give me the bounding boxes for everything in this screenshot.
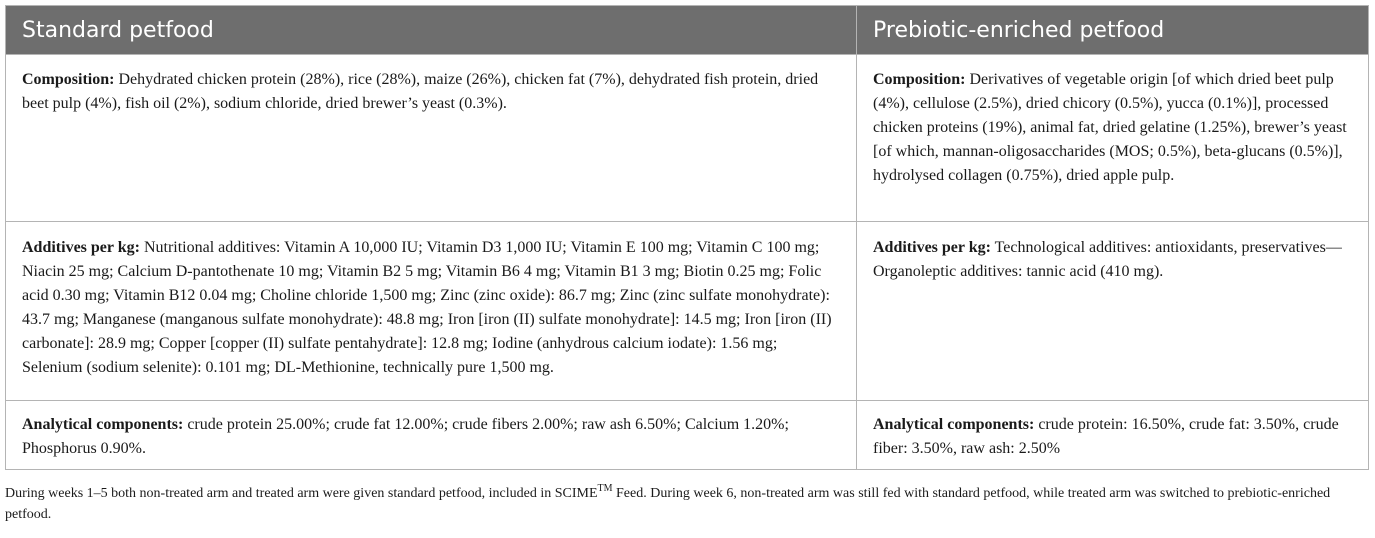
table-row-composition [6,55,1369,222]
cell-text: Dehydrated chicken protein (28%), rice (28%), maize (26%), chicken fat (7%), dehydrated fish protein, dried beet pulp (4%), fish oil (2%), sodium chloride, dried brewer’s yeast (0.3%). [22,71,819,112]
header-standard-petfood: Standard petfood [6,6,857,55]
cell-label: Composition: [22,71,115,88]
header-prebiotic-petfood: Prebiotic-enriched petfood [857,6,1369,55]
footnote-text-end: Feed. During week 6, non-treated arm was still fed with standard petfood, while treated arm was switched to prebiotic-enriched petfood. [5,486,1331,522]
cell-text: Derivatives of vegetable origin [of which dried beet pulp (4%), cellulose (2.5%), dried chicory (0.5%), yucca (0.1%)], processed chicken proteins (19%), animal fat, dried gelatine (1.25%), brewer’s yeast [of which, mannan-oligosaccharides (MOS; 0.5%), beta-glucans (0.5%)], hydrolysed collagen (0.75%), dried apple pulp. [873,71,1347,184]
table-row-analytical [6,401,1369,470]
cell-text: crude protein 25.00%; crude fat 12.00%; crude fibers 2.00%; raw ash 6.50%; Calcium 1.20%; Phosphorus 0.90%. [22,416,789,457]
cell-prebiotic-additives [857,222,1369,401]
header-row [6,6,1369,55]
cell-prebiotic-composition [857,55,1369,222]
table-header [6,6,1369,55]
trademark-superscript: TM [597,483,613,494]
footnote-text-start: During weeks 1–5 both non-treated arm and treated arm were given standard petfood, included in SCIME [5,486,598,501]
cell-standard-analytical [6,401,857,470]
cell-text: Nutritional additives: Vitamin A 10,000 IU; Vitamin D3 1,000 IU; Vitamin E 100 mg; Vitamin C 100 mg; Niacin 25 mg; Calcium D-pantothenate 10 mg; Vitamin B2 5 mg; Vitamin B6 4 mg; Vitamin B1 3 mg; Biotin 0.25 mg; Folic acid 0.30 mg; Vitamin B12 0.04 mg; Choline chloride 1,500 mg; Zinc (zinc oxide): 86.7 mg; Zinc (zinc sulfate monohydrate): 43.7 mg; Manganese (manganous sulfate monohydrate): 48.8 mg; Iron [iron (II) sulfate monohydrate]: 14.5 mg; Iron [iron (II) carbonate]: 28.9 mg; Copper [copper (II) sulfate pentahydrate]: 12.8 mg; Iodine (anhydrous calcium iodate): 1.56 mg; Selenium (sodium selenite): 0.101 mg; DL-Methionine, technically pure 1,500 mg. [22,239,832,376]
cell-standard-additives [6,222,857,401]
cell-standard-composition [6,55,857,222]
petfood-table [5,5,1369,470]
cell-label: Composition: [873,71,966,88]
cell-label: Additives per kg: [873,239,991,256]
cell-label: Analytical components: [22,416,184,433]
cell-prebiotic-analytical [857,401,1369,470]
cell-label: Analytical components: [873,416,1035,433]
cell-label: Additives per kg: [22,239,140,256]
cell-text: crude protein: 16.50%, crude fat: 3.50%, crude fiber: 3.50%, raw ash: 2.50% [873,416,1339,457]
table-row-additives [6,222,1369,401]
cell-text: Technological additives: antioxidants, preservatives—Organoleptic additives: tannic acid (410 mg). [873,239,1342,280]
table-footnote [5,483,1370,525]
